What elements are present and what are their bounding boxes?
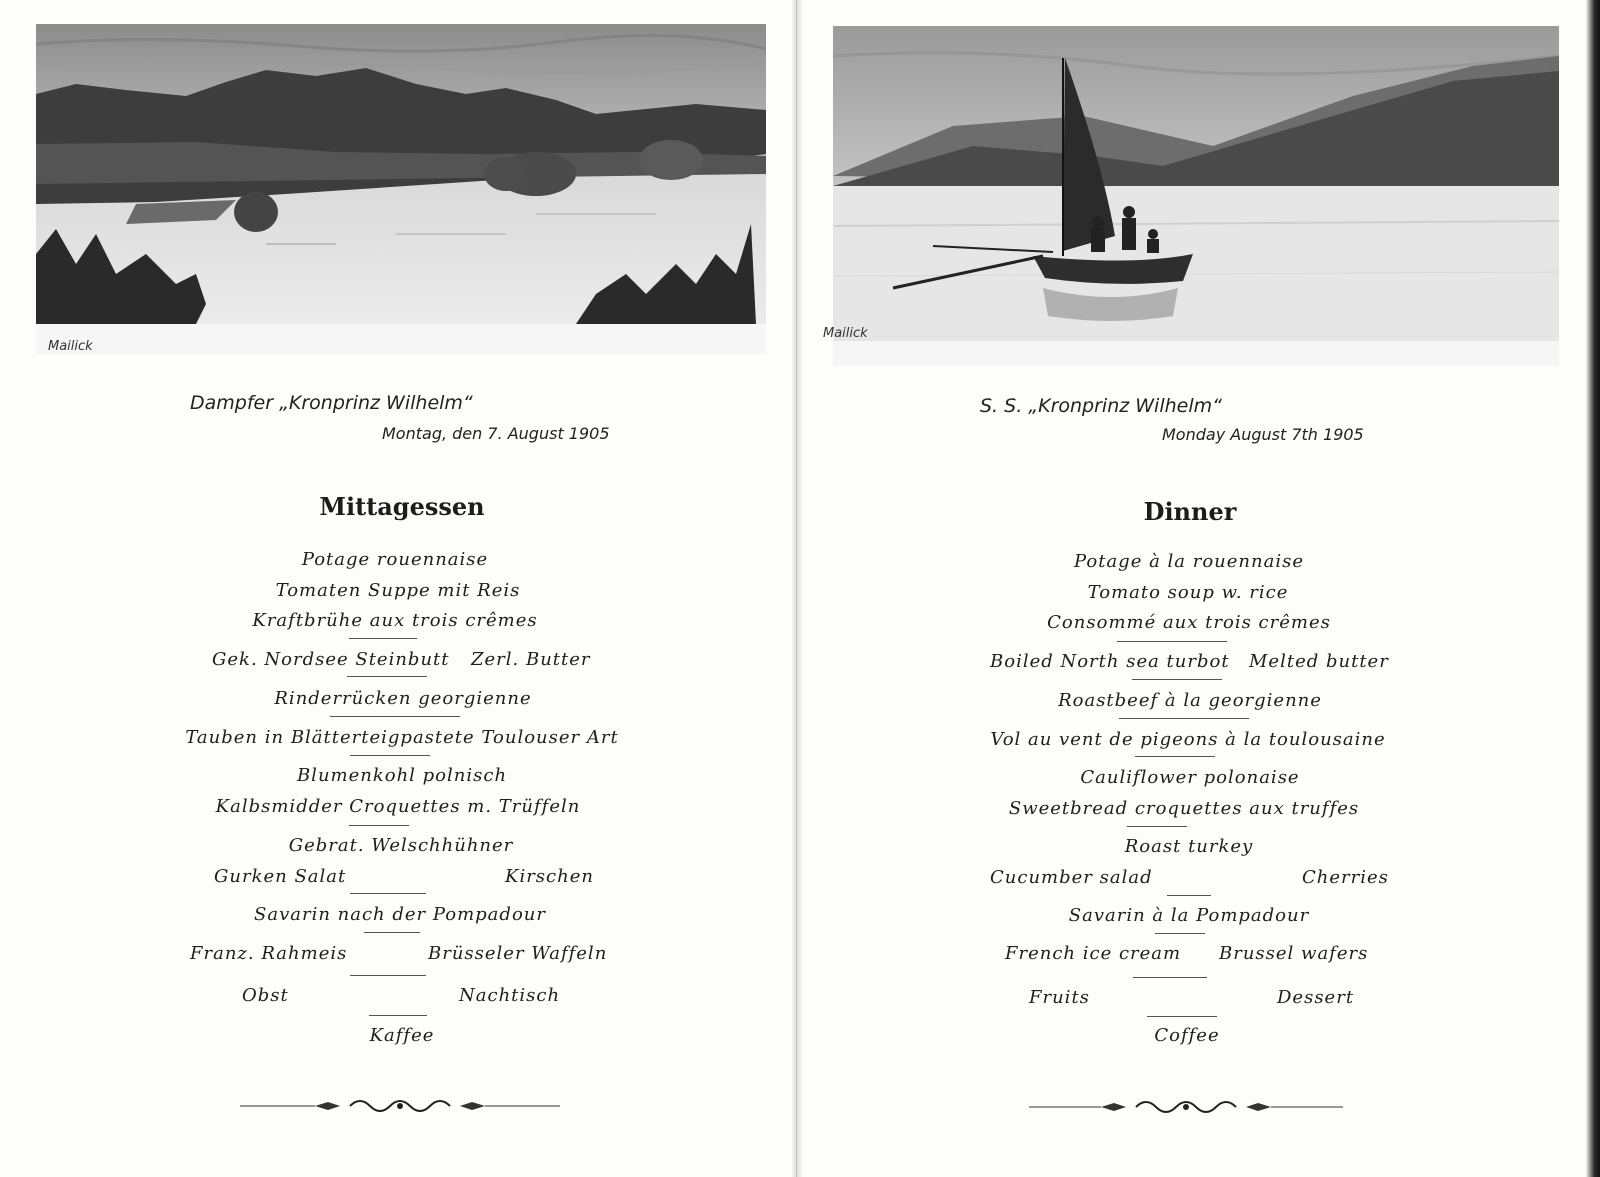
menu-heading: Mittagessen — [319, 492, 485, 521]
course-divider — [1135, 756, 1215, 757]
menu-item: Melted butter — [1249, 651, 1389, 672]
course-divider — [1167, 895, 1211, 896]
menu-item: Savarin à la Pompadour — [1068, 905, 1310, 926]
menu-item: Cherries — [1302, 867, 1389, 888]
artist-signature: Mailick — [823, 326, 868, 341]
menu-heading: Dinner — [1143, 497, 1237, 526]
menu-item: Roast turkey — [1124, 836, 1254, 857]
course-divider — [349, 638, 417, 639]
flourish-ornament — [1029, 1096, 1343, 1118]
center-fold — [792, 0, 802, 1177]
menu-item: Roastbeef à la georgienne — [1058, 690, 1322, 711]
course-divider — [1155, 933, 1205, 934]
artist-signature: Mailick — [48, 339, 93, 354]
menu-item: Kalbsmidder Croquettes m. Trüffeln — [215, 796, 581, 817]
menu-item: Kirschen — [505, 866, 594, 887]
course-divider — [1127, 826, 1187, 827]
course-divider — [347, 676, 427, 677]
course-divider — [1147, 1016, 1217, 1017]
menu-item: French ice cream — [1005, 943, 1182, 964]
menu-item: Brussel wafers — [1219, 943, 1369, 964]
menu-item: Rinderrücken georgienne — [274, 688, 532, 709]
menu-date: Monday August 7th 1905 — [1162, 425, 1364, 444]
german-menu-page — [0, 0, 797, 1177]
menu-item: Zerl. Butter — [471, 649, 591, 670]
course-divider — [1119, 718, 1249, 719]
course-divider — [350, 975, 426, 976]
menu-item: Kaffee — [369, 1025, 435, 1046]
course-divider — [369, 1015, 427, 1016]
menu-item: Blumenkohl polnisch — [296, 765, 508, 786]
page-edge-shadow — [1586, 0, 1600, 1177]
english-menu-page — [797, 0, 1600, 1177]
course-divider — [364, 932, 420, 933]
menu-item: Cauliflower polonaise — [1080, 767, 1300, 788]
menu-item: Vol au vent de pigeons à la toulousaine — [990, 729, 1386, 750]
marsh-landscape-illustration — [36, 24, 766, 354]
ship-name: S. S. „Kronprinz Wilhelm“ — [980, 395, 1222, 417]
menu-item: Kraftbrühe aux trois crêmes — [252, 610, 538, 631]
menu-item: Tomaten Suppe mit Reis — [275, 580, 521, 601]
ship-name: Dampfer „Kronprinz Wilhelm“ — [190, 392, 473, 414]
menu-item: Tomato soup w. rice — [1087, 582, 1289, 603]
menu-item: Consommé aux trois crêmes — [1047, 612, 1331, 633]
menu-date: Montag, den 7. August 1905 — [382, 424, 610, 443]
course-divider — [350, 893, 426, 894]
menu-item: Obst — [242, 985, 289, 1006]
course-divider — [350, 755, 430, 756]
menu-item: Dessert — [1277, 987, 1355, 1008]
menu-item: Gurken Salat — [214, 866, 347, 887]
course-divider — [1132, 679, 1222, 680]
menu-item: Coffee — [1154, 1025, 1220, 1046]
menu-item: Brüsseler Waffeln — [428, 943, 608, 964]
menu-item: Potage à la rouennaise — [1074, 551, 1304, 572]
course-divider — [349, 825, 409, 826]
course-divider — [330, 716, 460, 717]
menu-item: Sweetbread croquettes aux truffes — [1008, 798, 1360, 819]
flourish-ornament — [240, 1095, 560, 1117]
sailboat-lake-illustration — [833, 26, 1559, 366]
course-divider — [1133, 977, 1207, 978]
menu-item: Cucumber salad — [990, 867, 1153, 888]
menu-item: Franz. Rahmeis — [190, 943, 348, 964]
menu-item: Fruits — [1029, 987, 1090, 1008]
menu-item: Nachtisch — [459, 985, 561, 1006]
course-divider — [1117, 641, 1227, 642]
menu-item: Tauben in Blätterteigpastete Toulouser Art — [185, 727, 619, 748]
menu-item: Potage rouennaise — [301, 549, 489, 570]
menu-item: Gek. Nordsee Steinbutt — [212, 649, 450, 670]
menu-item: Savarin nach der Pompadour — [254, 904, 546, 925]
menu-item: Boiled North sea turbot — [990, 651, 1230, 672]
menu-item: Gebrat. Welschhühner — [288, 835, 514, 856]
